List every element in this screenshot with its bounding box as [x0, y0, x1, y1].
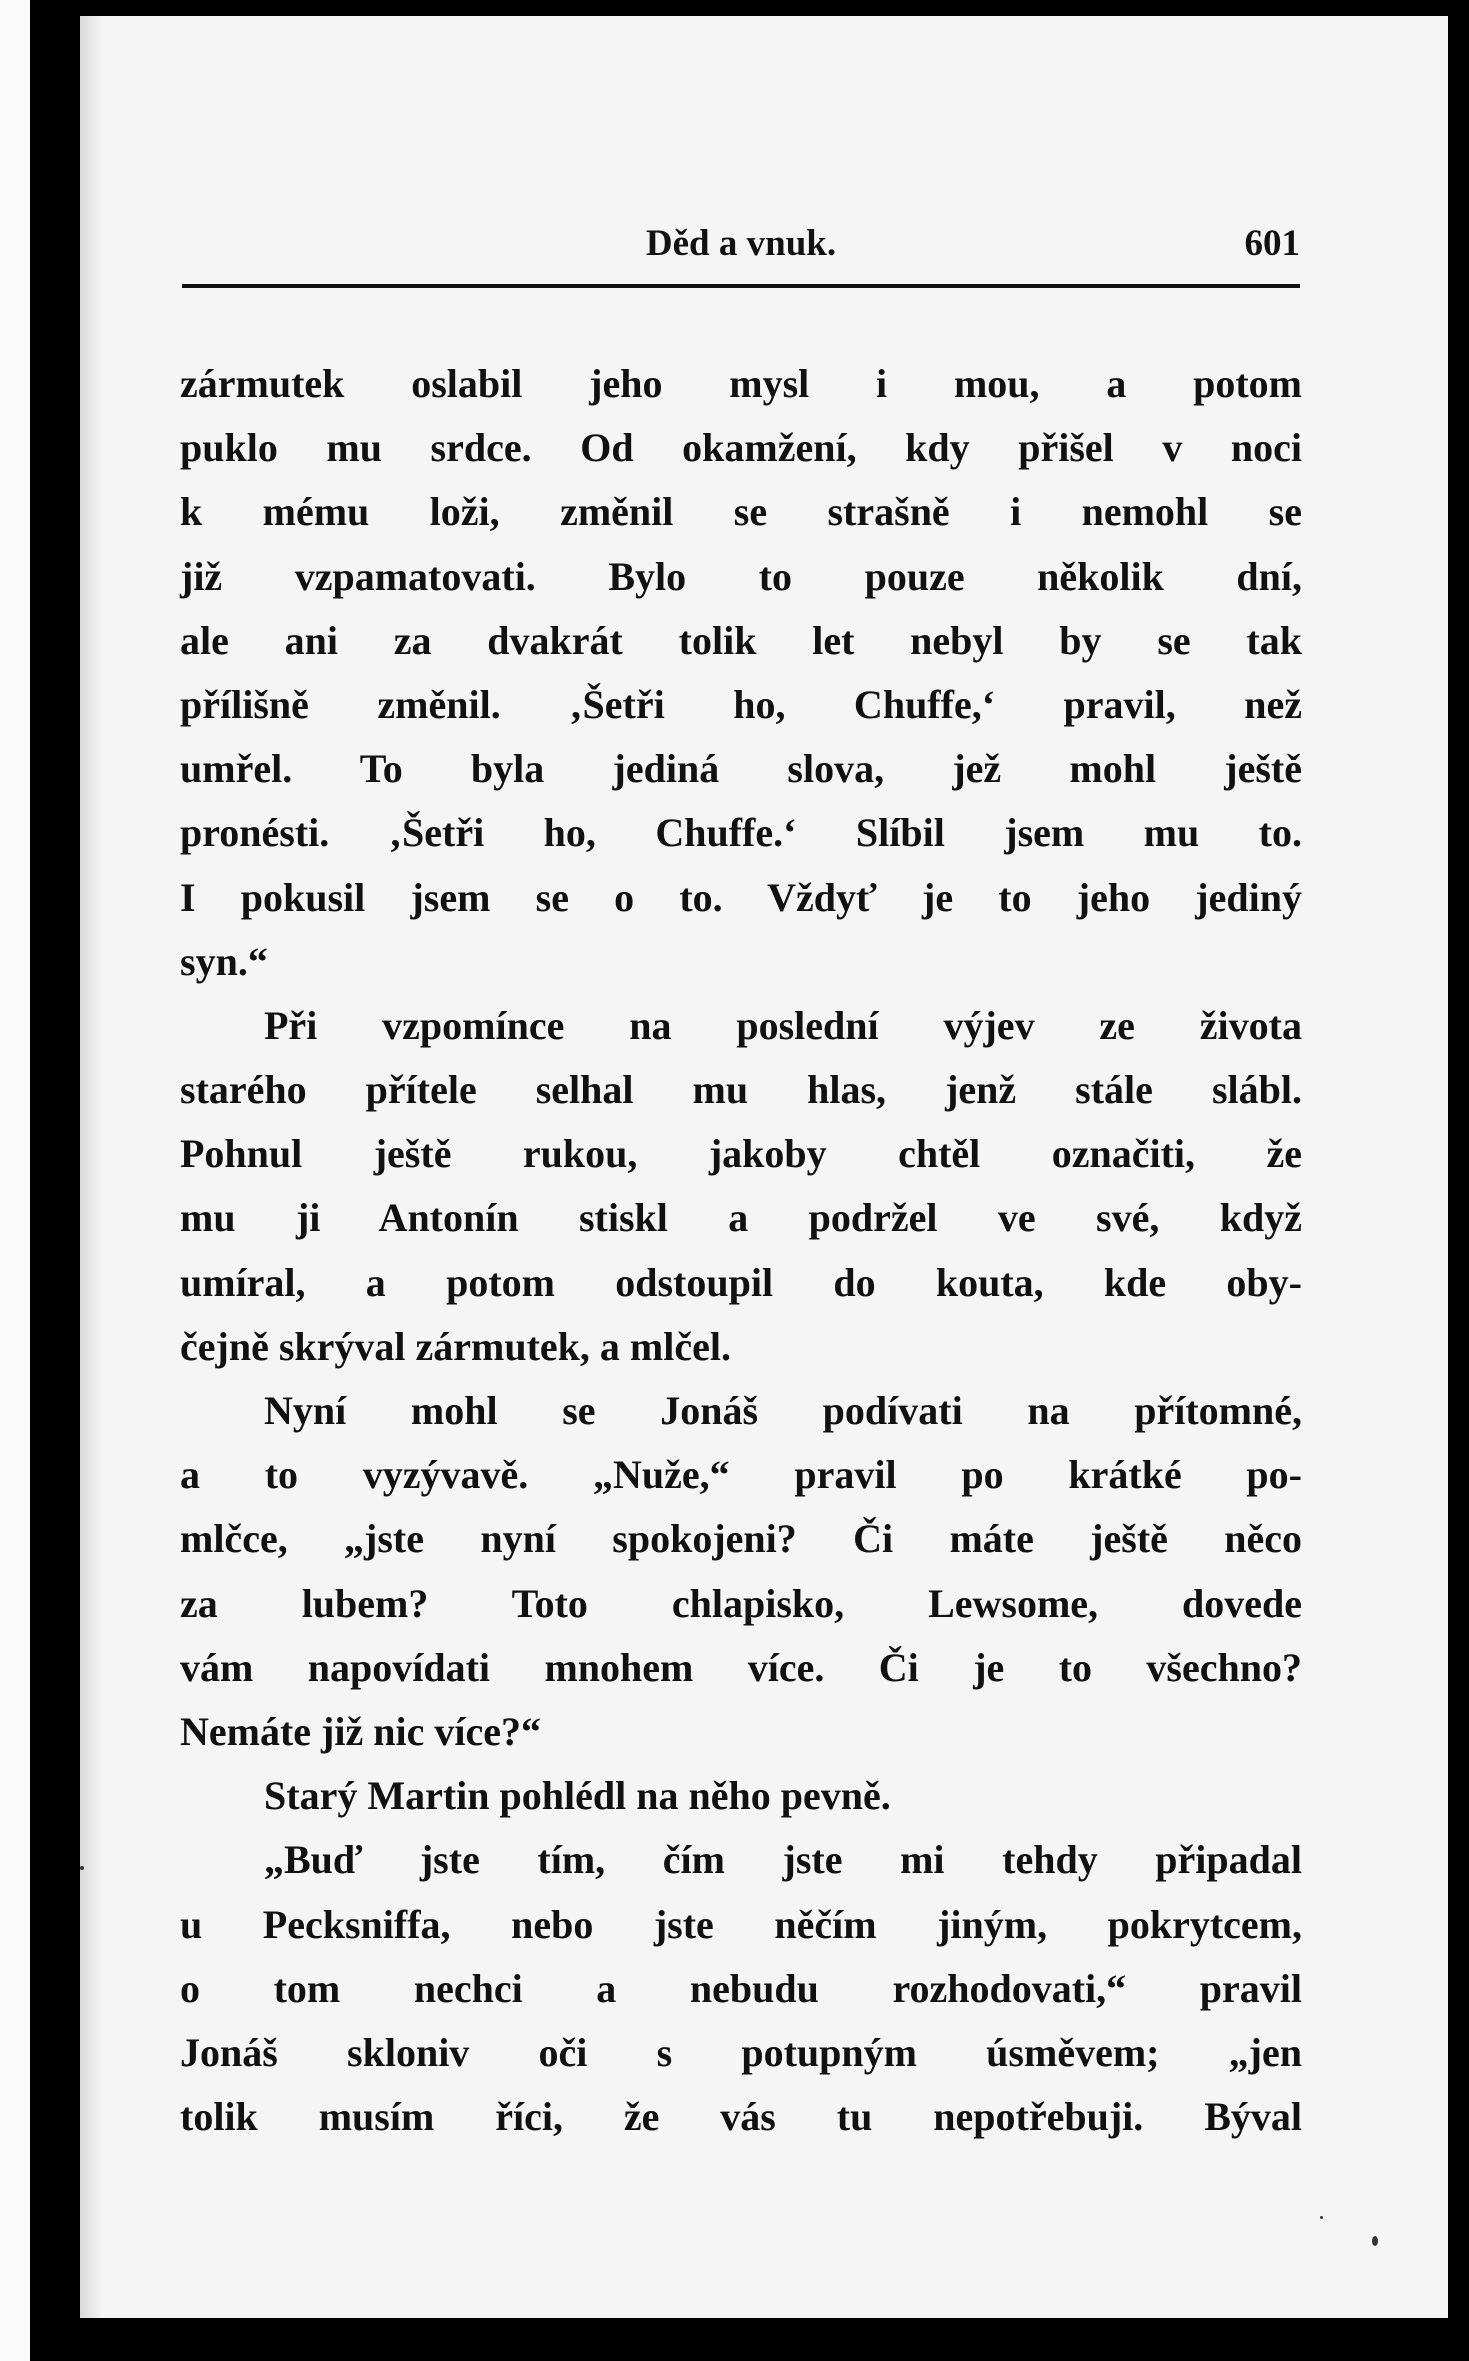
text-line: vám napovídati mnohem více. Či je to všechno?: [180, 1644, 1302, 1690]
text-line: Nemáte již nic více?“: [180, 1708, 541, 1754]
text-line: puklo mu srdce. Od okamžení, kdy přišel v noci: [180, 425, 1302, 471]
text-line: tolik musím říci, že vás tu nepotřebuji. Býval: [180, 2094, 1302, 2140]
text-line: pronésti. ‚Šetři ho, Chuffe.‘ Slíbil jsem mu to.: [180, 810, 1302, 856]
text-line: syn.“: [180, 938, 268, 984]
text-body: [180, 352, 1302, 2149]
text-line: o tom nechci a nebudu rozhodovati,“ pravil: [180, 1965, 1302, 2011]
text-line: umíral, a potom odstoupil do kouta, kde oby-: [180, 1259, 1302, 1305]
text-line: Starý Martin pohlédl na něho pevně.: [264, 1773, 891, 1819]
text-line: ale ani za dvakrát tolik let nebyl by se tak: [180, 617, 1302, 663]
text-line: Jonáš skloniv oči s potupným úsměvem; „jen: [180, 2029, 1302, 2075]
scan-speck: [1320, 2216, 1323, 2219]
text-line: umřel. To byla jediná slova, jež mohl ještě: [180, 746, 1302, 792]
text-line: čejně skrýval zármutek, a mlčel.: [180, 1323, 731, 1369]
page-number: 601: [1244, 223, 1300, 264]
header-rule: [182, 284, 1300, 288]
text-line: u Pecksniffa, nebo jste něčím jiným, pokrytcem,: [180, 1901, 1302, 1947]
adjacent-page-edge: [0, 0, 30, 2361]
page-header: [182, 206, 1300, 276]
text-line: „Buď jste tím, čím jste mi tehdy připadal: [264, 1837, 1302, 1883]
text-line: k mému loži, změnil se strašně i nemohl se: [180, 489, 1302, 535]
page-sheet: [80, 16, 1448, 2318]
text-line: mu ji Antonín stiskl a podržel ve své, když: [180, 1195, 1302, 1241]
text-line: Při vzpomínce na poslední výjev ze života: [264, 1002, 1302, 1048]
text-line: a to vyzývavě. „Nuže,“ pravil po krátké po-: [180, 1452, 1302, 1498]
running-title: Děd a vnuk.: [645, 223, 837, 264]
text-line: starého přítele selhal mu hlas, jenž stále slábl.: [180, 1067, 1302, 1113]
text-line: Nyní mohl se Jonáš podívati na přítomné,: [264, 1388, 1302, 1433]
text-line: zármutek oslabil jeho mysl i mou, a potom: [180, 361, 1302, 406]
scan-speck: [1372, 2236, 1378, 2246]
text-line: Pohnul ještě rukou, jakoby chtěl označiti, že: [180, 1131, 1302, 1177]
text-line: mlčce, „jste nyní spokojeni? Či máte ještě něco: [180, 1516, 1302, 1562]
text-line: již vzpamatovati. Bylo to pouze několik dní,: [180, 553, 1302, 599]
scan-speck: [80, 1866, 84, 1870]
text-line: přílišně změnil. ‚Šetři ho, Chuffe,‘ pravil, než: [180, 681, 1302, 727]
text-line: I pokusil jsem se o to. Vždyť je to jeho jediný: [180, 874, 1302, 920]
text-line: za lubem? Toto chlapisko, Lewsome, dovede: [180, 1580, 1302, 1626]
